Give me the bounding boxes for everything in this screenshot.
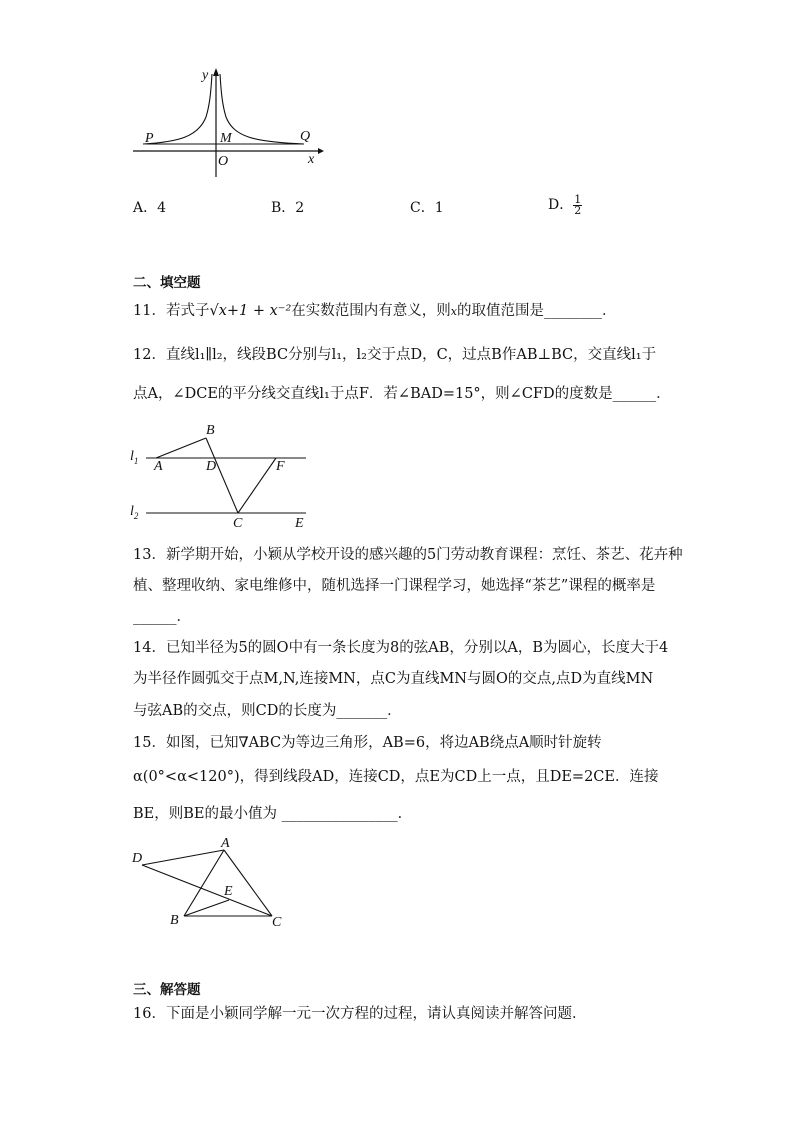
option-d: [548, 194, 582, 216]
question-15-line-2: α(0°<α<120°)，得到线段AD，连接CD，点E为CD上一点，且DE=2CE．连接: [133, 769, 659, 785]
segment-ab: [156, 438, 206, 458]
parallel-lines-figure: [128, 418, 318, 533]
label-l1: $l_1$: [130, 449, 139, 466]
question-11: 11．若式子√x+1 + x⁻²在实数范围内有意义，则x的取值范围是________．: [133, 303, 617, 319]
question-12-line-1: 12．直线l₁∥l₂，线段BC分别与l₁，l₂交于点D，C，过点B作AB⊥BC，交直线l₁于: [133, 347, 657, 363]
option-a: A．4: [133, 200, 167, 216]
segment-da: [142, 850, 224, 865]
y-axis-arrow: [213, 68, 219, 76]
segment-be: [184, 900, 229, 916]
question-13-line-2: 植、整理收纳、家电维修中，随机选择一门课程学习，她选择“茶艺”课程的概率是: [133, 578, 656, 594]
label-e: E: [224, 884, 233, 899]
label-y: y: [202, 68, 209, 83]
label-x: x: [308, 152, 315, 167]
option-d-label: D．: [548, 197, 574, 213]
label-d: D: [132, 851, 143, 866]
label-p: P: [145, 131, 154, 146]
option-b: B．2: [271, 200, 305, 216]
expression: √x+1 + x⁻²: [209, 303, 292, 319]
question-14-line-3: 与弦AB的交点，则CD的长度为_______．: [133, 703, 402, 719]
question-15-line-1: 15．如图，已知∇ABC为等边三角形，AB=6，将边AB绕点A顺时针旋转: [133, 735, 602, 751]
option-c: C．1: [410, 200, 444, 216]
label-c: C: [233, 516, 243, 531]
label-b: B: [170, 913, 179, 928]
label-d: D: [206, 459, 217, 474]
label-l2: $l_2$: [130, 504, 139, 521]
section-answer: 三、解答题: [133, 982, 201, 998]
segment-cf: [238, 458, 276, 513]
triangle-figure: [128, 832, 298, 932]
question-15-line-3: BE，则BE的最小值为 ________________．: [133, 806, 413, 822]
section-fill-in: 二、填空题: [133, 275, 201, 291]
function-graph-figure: [128, 62, 328, 180]
question-14-line-1: 14．已知半径为5的圆O中有一条长度为8的弦AB，分别以A，B为圆心，长度大于4: [133, 640, 669, 656]
label-f: F: [276, 459, 285, 474]
question-13-line-3: ______．: [133, 609, 191, 625]
label-b: B: [206, 423, 215, 438]
label-e: E: [295, 516, 304, 531]
segment-ab: [184, 850, 224, 916]
label-m: M: [220, 131, 232, 146]
question-12-line-2: 点A，∠DCE的平分线交直线l₁于点F．若∠BAD=15°，则∠CFD的度数是______．: [133, 386, 671, 402]
label-q: Q: [300, 129, 311, 144]
x-axis-arrow: [318, 148, 324, 154]
label-o: O: [218, 154, 229, 169]
segment-bc: [206, 438, 238, 513]
label-a: A: [154, 459, 163, 474]
label-a: A: [221, 836, 230, 851]
fraction-one-half: $\frac{1}{2}$: [574, 192, 582, 217]
question-13-line-1: 13．新学期开始，小颖从学校开设的感兴趣的5门劳动教育课程：烹饪、茶艺、花卉种: [133, 547, 683, 563]
question-16: 16．下面是小颖同学解一元一次方程的过程，请认真阅读并解答问题．: [133, 1006, 587, 1022]
curve-right: [220, 74, 304, 144]
question-14-line-2: 为半径作圆弧交于点M,N,连接MN，点C为直线MN与圆O的交点,点D为直线MN: [133, 671, 654, 687]
label-c: C: [272, 915, 282, 930]
